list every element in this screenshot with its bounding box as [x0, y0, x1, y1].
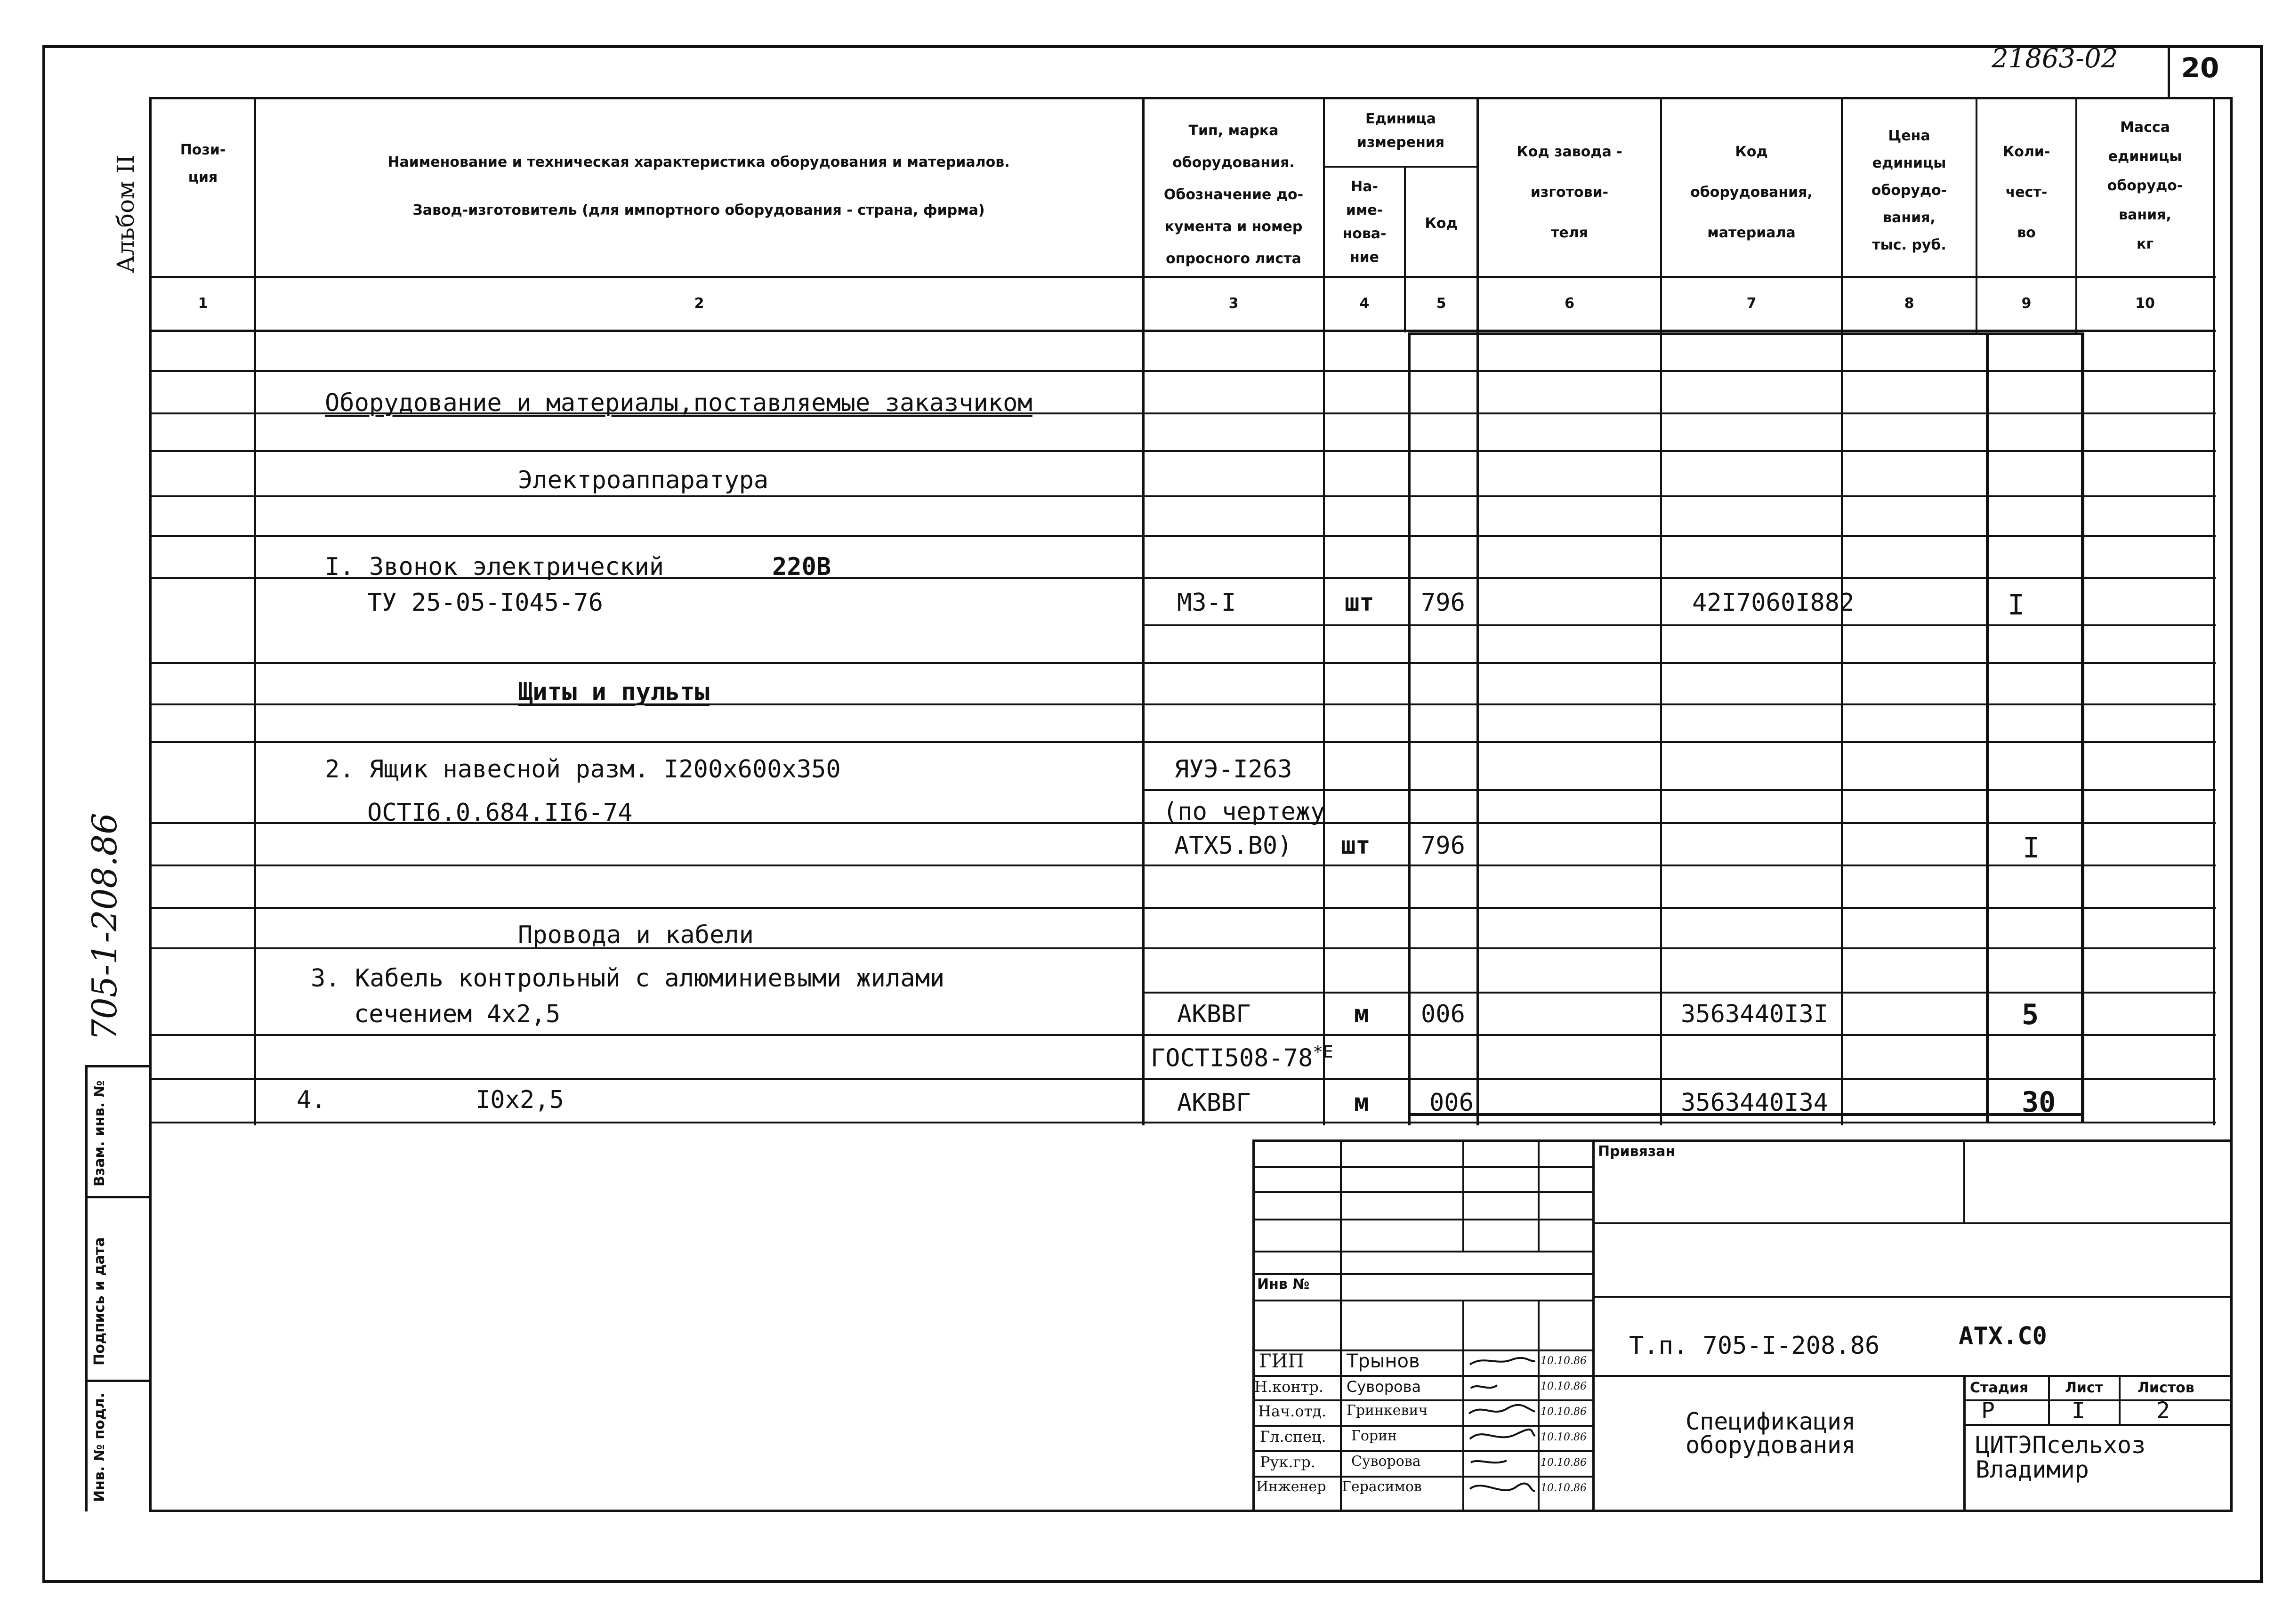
tb-date-2: 10.10.86 [1541, 1381, 1587, 1392]
tb-name-3: Гринкевич [1347, 1402, 1428, 1419]
item3-gost [1151, 1042, 1333, 1072]
item4-unit: м [1354, 1089, 1369, 1117]
stamp-col-left [85, 1065, 88, 1511]
item2-type2: (по чертежу [1163, 798, 1325, 826]
tb-row [1252, 1251, 1593, 1252]
tb-inv-no: Инв № [1257, 1276, 1310, 1293]
tb-name-2: Суворова [1347, 1378, 1421, 1396]
section-customer-supplied: Оборудование и материалы,поставляемые заказчиком [325, 389, 1033, 417]
tb-col [1592, 1139, 1595, 1511]
item2-name: 2. Ящик навесной разм. I200х600х350 [325, 755, 841, 784]
frame-right [2260, 45, 2263, 1583]
unit-sub-line [1323, 166, 1478, 168]
tb-row [1252, 1273, 1593, 1275]
tb-row [1252, 1375, 1593, 1377]
hdr-material-code: Код оборудования, материала [1690, 144, 1813, 241]
colnum-5: 5 [1436, 295, 1446, 312]
stamp-sign-date: Подпись и дата [91, 1237, 108, 1365]
tb-row [1252, 1166, 1593, 1168]
row-line [149, 865, 2216, 866]
colnum-8: 8 [1904, 295, 1914, 312]
stamp-row-1 [85, 1065, 151, 1067]
row-line [149, 1122, 2216, 1123]
tb-date-5: 10.10.86 [1541, 1457, 1587, 1469]
row-line [149, 703, 2216, 705]
item1-tu: ТУ 25-05-I045-76 [367, 589, 603, 617]
tb-top [1252, 1139, 2232, 1142]
inner-frame-right [2230, 97, 2233, 1512]
tb-row [1252, 1399, 1593, 1401]
tb-role-glspec: Гл.спец. [1260, 1428, 1326, 1446]
tb-name-5: Суворова [1351, 1453, 1421, 1470]
row-line [149, 907, 2216, 909]
item1-type: МЗ-I [1177, 589, 1236, 617]
item1-qty: I [2008, 589, 2025, 622]
item3-gost-main: ГОСТI508-78 [1151, 1044, 1313, 1073]
tb-name-1: Трынов [1347, 1350, 1420, 1372]
item2-qty: I [2023, 832, 2040, 865]
hdr-price: Цена единицы оборудо- вания, тыс. руб. [1871, 128, 1947, 253]
tb-row [1252, 1476, 1593, 1478]
tb-row [1252, 1425, 1593, 1427]
tb-date-1: 10.10.86 [1541, 1355, 1587, 1367]
tb-title-1: Спецификация [1686, 1408, 1856, 1435]
tb-role-nkontr: Н.контр. [1254, 1378, 1324, 1396]
item4-section: I0х2,5 [476, 1086, 564, 1114]
tb-date-4: 10.10.86 [1541, 1431, 1587, 1443]
tb-privyazan: Привязан [1598, 1143, 1676, 1160]
header-top-line [149, 97, 2232, 99]
tb-stage-row [1963, 1424, 2232, 1426]
item1-unit: шт [1345, 589, 1374, 617]
tb-col [1538, 1300, 1540, 1511]
item1-voltage: 220В [772, 553, 831, 581]
section-electro: Электроаппаратура [518, 466, 769, 494]
hdr-quantity: Коли- чест- во [2002, 144, 2050, 241]
item1-matcode: 42I7060I882 [1692, 589, 1855, 617]
hdr-mass: Масса единицы оборудо- вания, кг [2107, 119, 2183, 252]
tb-row-right [1593, 1222, 2232, 1224]
frame-top [42, 45, 2263, 48]
row-line [1142, 789, 2216, 791]
tb-sheets-label: Листов [2138, 1380, 2194, 1396]
tb-sheet-label: Лист [2065, 1380, 2104, 1396]
item3-name: 3. Кабель контрольный с алюминиевыми жилами [311, 964, 945, 993]
page-number: 20 [2181, 52, 2219, 84]
tb-privyazan-sep [1963, 1139, 1965, 1224]
tb-stage-col [2048, 1375, 2050, 1425]
tb-project: Т.п. 705-I-208.86 [1629, 1332, 1880, 1360]
item1-code: 796 [1421, 589, 1465, 617]
hdr-unit-name: На- име- нова- ние [1342, 178, 1387, 266]
item2-unit: шт [1341, 832, 1371, 860]
row-line [149, 370, 2216, 372]
thick-box-top [1408, 332, 2084, 335]
tb-sheets: 2 [2156, 1398, 2170, 1424]
stamp-row-2 [85, 1196, 151, 1198]
colnum-7: 7 [1746, 295, 1757, 312]
col-sep-10 [2213, 97, 2215, 1125]
tb-date-3: 10.10.86 [1541, 1406, 1587, 1418]
colnum-1: 1 [198, 295, 208, 312]
tb-row [1252, 1191, 1593, 1193]
stamp-vzam-inv: Взам. инв. № [91, 1080, 108, 1187]
tb-row-right [1593, 1296, 2232, 1298]
item3-type: АКВВГ [1177, 1000, 1251, 1028]
item4-type: АКВВГ [1177, 1089, 1251, 1117]
tb-org-2: Владимир [1976, 1456, 2089, 1483]
item4-code: 006 [1429, 1089, 1474, 1117]
tb-stage-label: Стадия [1970, 1380, 2029, 1396]
colnum-bottom-line [149, 330, 2216, 332]
frame-left [42, 45, 45, 1583]
col-sep-1 [254, 97, 256, 1125]
tb-row [1252, 1450, 1593, 1452]
row-line [1142, 992, 2216, 994]
tb-row-right [1593, 1375, 2232, 1377]
hdr-unit-code: Код [1425, 215, 1458, 232]
row-line [149, 1034, 2216, 1036]
row-line [149, 662, 2216, 664]
hdr-position: Пози- ция [180, 142, 226, 186]
tb-stage-sep [1963, 1375, 1966, 1511]
colnum-3: 3 [1228, 295, 1239, 312]
item4-num: 4. [297, 1086, 326, 1114]
row-line [1142, 624, 2216, 626]
colnum-4: 4 [1359, 295, 1370, 312]
item1-name: I. Звонок электрический [325, 553, 664, 581]
colnum-10: 10 [2135, 295, 2155, 312]
album-label: Альбом II [112, 154, 139, 273]
row-line [149, 535, 2216, 537]
tb-role-nachotd: Нач.отд. [1258, 1402, 1327, 1420]
signature-marks [1464, 1351, 1538, 1511]
item2-ost: ОСТI6.0.684.II6-74 [367, 799, 633, 827]
tb-doc-code: АТХ.С0 [1959, 1322, 2047, 1350]
item3-unit: м [1354, 1000, 1369, 1028]
header-bottom-line [149, 276, 2216, 278]
row-line [149, 947, 2216, 949]
item3-matcode: 3563440I3I [1681, 1000, 1829, 1028]
item4-qty: 30 [2022, 1086, 2056, 1119]
item2-code: 796 [1421, 832, 1465, 860]
row-line [149, 741, 2216, 743]
tb-left [1252, 1139, 1255, 1511]
tb-col [1340, 1139, 1342, 1511]
project-margin-label: 705-1-208.86 [85, 813, 124, 1041]
tb-role-engineer: Инженер [1256, 1479, 1326, 1495]
row-line [149, 1078, 2216, 1080]
hdr-type: Тип, марка оборудования. Обозначение до- кумента и номер опросного листа [1163, 122, 1304, 267]
item3-gost-sup: *Е [1313, 1042, 1333, 1062]
stamp-row-3 [85, 1380, 151, 1382]
tb-stage-col [2119, 1375, 2121, 1425]
hdr-factory-code: Код завода - изготови- теля [1517, 144, 1622, 241]
row-line [149, 450, 2216, 452]
hdr-name-line1: Наименование и техническая характеристика оборудования и материалов. [387, 154, 1010, 170]
tb-row [1252, 1300, 1593, 1301]
hdr-unit: Единица измерения [1356, 111, 1445, 151]
colnum-6: 6 [1565, 295, 1574, 312]
item4-matcode: 3563440I34 [1681, 1089, 1829, 1117]
tb-title-2: оборудования [1686, 1431, 1856, 1459]
tb-col [1462, 1139, 1464, 1252]
tb-row [1252, 1219, 1593, 1220]
item2-type: ЯУЭ-I263 [1174, 755, 1292, 784]
frame-bottom [42, 1580, 2263, 1583]
inner-frame-bottom [149, 1510, 2232, 1512]
tb-role-rukgr: Рук.гр. [1260, 1453, 1315, 1471]
row-line [149, 495, 2216, 497]
hdr-name-line2: Завод-изготовитель (для импортного оборудования - страна, фирма) [412, 202, 985, 218]
tb-name-4: Горин [1351, 1428, 1397, 1444]
tb-stage-row [1963, 1399, 2232, 1401]
section-panels: Щиты и пульты [518, 678, 710, 706]
tb-stage: Р [1981, 1398, 1995, 1424]
item2-type3: АТХ5.В0) [1174, 832, 1292, 860]
section-cables: Провода и кабели [518, 921, 754, 949]
colnum-9: 9 [2021, 295, 2032, 312]
item3-qty: 5 [2022, 998, 2039, 1031]
stamp-inv-orig: Инв. № подл. [91, 1392, 108, 1502]
tb-org-1: ЦИТЭПсельхоз [1976, 1431, 2146, 1459]
tb-sheet: I [2072, 1398, 2085, 1424]
page-box-left [2168, 47, 2170, 99]
item3-section: сечением 4х2,5 [354, 1000, 561, 1028]
item3-code: 006 [1421, 1000, 1465, 1028]
tb-col [1538, 1139, 1540, 1252]
tb-name-6: Герасимов [1342, 1479, 1422, 1495]
colnum-2: 2 [694, 295, 704, 312]
tb-role-gip: ГИП [1259, 1350, 1305, 1372]
tb-date-6: 10.10.86 [1541, 1482, 1587, 1494]
archive-number: 21863-02 [1992, 43, 2118, 74]
